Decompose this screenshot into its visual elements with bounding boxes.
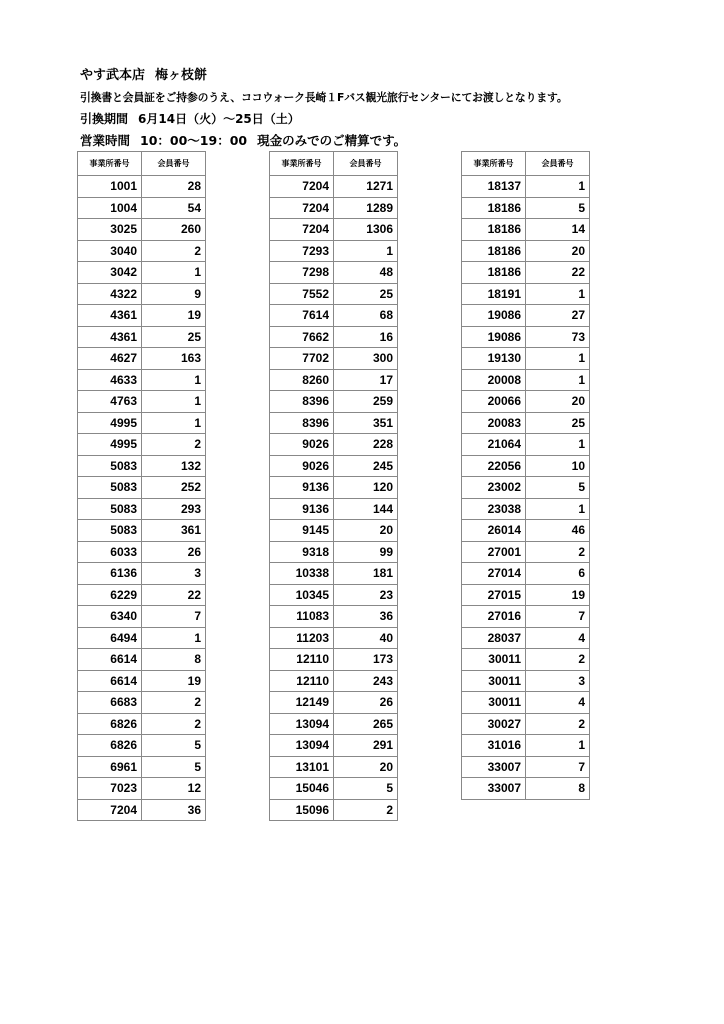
table-row	[462, 735, 590, 757]
office-no-cell: 6229	[78, 584, 142, 606]
member-no-cell: 1	[526, 434, 590, 456]
office-no-cell: 10338	[270, 563, 334, 585]
office-no-cell: 18191	[462, 283, 526, 305]
office-no-cell: 4361	[78, 326, 142, 348]
member-no-cell: 36	[334, 606, 398, 628]
member-no-cell: 260	[142, 219, 206, 241]
table-row	[270, 563, 398, 585]
office-no-cell: 7204	[270, 176, 334, 198]
member-no-cell: 5	[526, 197, 590, 219]
member-no-cell: 8	[142, 649, 206, 671]
member-no-cell: 19	[142, 670, 206, 692]
member-no-cell: 144	[334, 498, 398, 520]
table-row	[78, 262, 206, 284]
table-row	[462, 369, 590, 391]
member-no-cell: 27	[526, 305, 590, 327]
member-no-cell: 19	[142, 305, 206, 327]
table-row	[462, 391, 590, 413]
member-no-cell: 1	[142, 391, 206, 413]
office-no-cell: 6961	[78, 756, 142, 778]
office-no-cell: 6136	[78, 563, 142, 585]
office-no-cell: 13101	[270, 756, 334, 778]
table-row	[270, 778, 398, 800]
member-no-cell: 9	[142, 283, 206, 305]
table-row	[462, 477, 590, 499]
office-no-cell: 7204	[270, 197, 334, 219]
table-row	[270, 369, 398, 391]
office-no-cell: 26014	[462, 520, 526, 542]
table-row	[270, 240, 398, 262]
member-no-cell: 73	[526, 326, 590, 348]
member-no-cell: 5	[526, 477, 590, 499]
member-no-cell: 1289	[334, 197, 398, 219]
office-no-cell: 7614	[270, 305, 334, 327]
table-row	[462, 627, 590, 649]
member-no-cell: 1	[526, 283, 590, 305]
office-no-cell: 20083	[462, 412, 526, 434]
member-no-cell: 173	[334, 649, 398, 671]
table-row	[78, 799, 206, 821]
office-no-cell: 7552	[270, 283, 334, 305]
member-no-cell: 25	[142, 326, 206, 348]
table-row	[270, 326, 398, 348]
store-line	[80, 66, 568, 88]
office-no-cell: 5083	[78, 498, 142, 520]
office-no-cell: 13094	[270, 713, 334, 735]
member-no-cell: 2	[334, 799, 398, 821]
table-row	[270, 649, 398, 671]
table-row	[462, 412, 590, 434]
table-row	[462, 197, 590, 219]
table-row	[78, 541, 206, 563]
office-no-cell: 4633	[78, 369, 142, 391]
office-no-cell: 11083	[270, 606, 334, 628]
table-row	[462, 670, 590, 692]
office-no-cell: 7293	[270, 240, 334, 262]
office-no-cell: 27001	[462, 541, 526, 563]
office-no-cell: 15096	[270, 799, 334, 821]
member-no-cell: 259	[334, 391, 398, 413]
table-row	[78, 627, 206, 649]
period-label: 引換期間	[80, 112, 129, 126]
member-no-cell: 20	[334, 756, 398, 778]
member-no-cell: 163	[142, 348, 206, 370]
member-no-cell: 293	[142, 498, 206, 520]
member-no-cell: 28	[142, 176, 206, 198]
member-no-cell: 132	[142, 455, 206, 477]
table-row	[270, 477, 398, 499]
table-row	[78, 219, 206, 241]
office-no-cell: 7204	[78, 799, 142, 821]
member-no-cell: 16	[334, 326, 398, 348]
table-row	[270, 520, 398, 542]
table-row	[78, 778, 206, 800]
table-row	[78, 670, 206, 692]
table-row	[78, 176, 206, 198]
table-row	[78, 369, 206, 391]
member-no-cell: 26	[142, 541, 206, 563]
member-no-cell: 1	[526, 348, 590, 370]
member-no-cell: 2	[526, 649, 590, 671]
member-no-cell: 7	[142, 606, 206, 628]
member-no-cell: 361	[142, 520, 206, 542]
member-no-cell: 5	[334, 778, 398, 800]
table-row	[270, 692, 398, 714]
table-row	[78, 649, 206, 671]
office-no-cell: 4627	[78, 348, 142, 370]
office-no-cell: 7662	[270, 326, 334, 348]
table-row	[462, 541, 590, 563]
table-row	[270, 305, 398, 327]
member-no-cell: 7	[526, 606, 590, 628]
member-no-cell: 1	[526, 498, 590, 520]
office-no-cell: 23038	[462, 498, 526, 520]
hours-value: 10：00～19：00	[140, 132, 248, 148]
member-no-cell: 7	[526, 756, 590, 778]
table-row	[270, 584, 398, 606]
table-row	[270, 197, 398, 219]
period-value: 6月14日（火）～25日（土）	[138, 112, 300, 126]
office-no-cell: 8396	[270, 391, 334, 413]
member-no-cell: 245	[334, 455, 398, 477]
office-no-cell: 18186	[462, 240, 526, 262]
table-row	[270, 627, 398, 649]
table-row	[78, 412, 206, 434]
table-row	[270, 756, 398, 778]
product-name: 梅ヶ枝餅	[155, 68, 208, 83]
member-no-cell: 2	[526, 713, 590, 735]
member-no-cell: 4	[526, 692, 590, 714]
member-no-cell: 1271	[334, 176, 398, 198]
office-no-cell: 19086	[462, 305, 526, 327]
office-no-cell: 4361	[78, 305, 142, 327]
table-row	[78, 498, 206, 520]
member-no-cell: 351	[334, 412, 398, 434]
table-row	[270, 348, 398, 370]
member-no-cell: 22	[142, 584, 206, 606]
table-row	[78, 197, 206, 219]
member-no-cell: 243	[334, 670, 398, 692]
table-row	[78, 735, 206, 757]
member-no-cell: 14	[526, 219, 590, 241]
office-no-cell: 3025	[78, 219, 142, 241]
table-row	[462, 176, 590, 198]
office-no-cell: 30011	[462, 670, 526, 692]
office-no-cell: 7298	[270, 262, 334, 284]
office-no-cell: 5083	[78, 455, 142, 477]
office-no-header: 事業所番号	[462, 152, 526, 176]
member-table-2	[269, 151, 398, 821]
table-row	[270, 606, 398, 628]
member-no-cell: 300	[334, 348, 398, 370]
member-no-cell: 25	[526, 412, 590, 434]
table-row	[270, 670, 398, 692]
member-no-cell: 1	[142, 262, 206, 284]
office-no-cell: 10345	[270, 584, 334, 606]
table-row	[270, 283, 398, 305]
office-no-cell: 18186	[462, 197, 526, 219]
notice-header	[80, 66, 568, 152]
table-row	[78, 283, 206, 305]
table-row	[462, 305, 590, 327]
member-no-cell: 1	[142, 369, 206, 391]
member-no-cell: 181	[334, 563, 398, 585]
table-row	[462, 262, 590, 284]
table-header-row	[462, 152, 590, 176]
member-no-cell: 2	[142, 240, 206, 262]
table-header-row	[270, 152, 398, 176]
office-no-cell: 13094	[270, 735, 334, 757]
office-no-cell: 6033	[78, 541, 142, 563]
table-row	[270, 498, 398, 520]
table-row	[462, 713, 590, 735]
office-no-cell: 20008	[462, 369, 526, 391]
member-no-cell: 1	[526, 369, 590, 391]
table-row	[462, 520, 590, 542]
member-no-cell: 2	[526, 541, 590, 563]
office-no-cell: 33007	[462, 756, 526, 778]
office-no-cell: 8396	[270, 412, 334, 434]
table-row	[78, 606, 206, 628]
member-no-cell: 68	[334, 305, 398, 327]
table-row	[78, 692, 206, 714]
member-no-cell: 46	[526, 520, 590, 542]
member-no-cell: 1	[526, 735, 590, 757]
member-no-cell: 1	[142, 627, 206, 649]
office-no-cell: 18186	[462, 219, 526, 241]
member-no-cell: 36	[142, 799, 206, 821]
office-no-cell: 19086	[462, 326, 526, 348]
office-no-header: 事業所番号	[270, 152, 334, 176]
member-no-cell: 5	[142, 735, 206, 757]
office-no-cell: 12110	[270, 670, 334, 692]
office-no-cell: 6340	[78, 606, 142, 628]
office-no-cell: 33007	[462, 778, 526, 800]
office-no-cell: 22056	[462, 455, 526, 477]
instruction-line: 引換書と会員証をご持参のうえ、ココウォーク長崎１Fバス観光旅行センターにてお渡しとなります。	[80, 90, 568, 104]
member-no-header: 会員番号	[334, 152, 398, 176]
member-no-cell: 26	[334, 692, 398, 714]
office-no-cell: 30011	[462, 649, 526, 671]
office-no-cell: 3040	[78, 240, 142, 262]
office-no-cell: 6614	[78, 670, 142, 692]
table-row	[462, 563, 590, 585]
member-no-cell: 48	[334, 262, 398, 284]
member-no-cell: 19	[526, 584, 590, 606]
office-no-cell: 12149	[270, 692, 334, 714]
table-row	[462, 240, 590, 262]
office-no-cell: 7204	[270, 219, 334, 241]
member-no-cell: 3	[142, 563, 206, 585]
table-row	[462, 326, 590, 348]
store-name: やす武本店	[80, 68, 146, 83]
table-row	[78, 240, 206, 262]
office-no-cell: 9136	[270, 498, 334, 520]
member-no-cell: 1	[142, 412, 206, 434]
table-row	[78, 348, 206, 370]
office-no-cell: 21064	[462, 434, 526, 456]
table-row	[270, 541, 398, 563]
member-no-cell: 10	[526, 455, 590, 477]
office-no-cell: 7702	[270, 348, 334, 370]
table-row	[462, 498, 590, 520]
exchange-period-line	[80, 109, 568, 131]
member-no-cell: 23	[334, 584, 398, 606]
office-no-cell: 7023	[78, 778, 142, 800]
office-no-cell: 15046	[270, 778, 334, 800]
member-no-cell: 20	[526, 240, 590, 262]
table-row	[462, 348, 590, 370]
office-no-cell: 6614	[78, 649, 142, 671]
table-row	[270, 735, 398, 757]
table-row	[78, 756, 206, 778]
member-no-cell: 3	[526, 670, 590, 692]
table-header-row	[78, 152, 206, 176]
member-no-cell: 17	[334, 369, 398, 391]
office-no-cell: 9026	[270, 455, 334, 477]
member-no-cell: 22	[526, 262, 590, 284]
table-row	[270, 412, 398, 434]
member-no-cell: 4	[526, 627, 590, 649]
table-row	[270, 799, 398, 821]
member-no-cell: 252	[142, 477, 206, 499]
member-no-cell: 1	[334, 240, 398, 262]
table-row	[78, 477, 206, 499]
office-no-cell: 30011	[462, 692, 526, 714]
member-table-1	[77, 151, 206, 821]
office-no-cell: 27016	[462, 606, 526, 628]
office-no-cell: 9136	[270, 477, 334, 499]
payment-note: 現金のみでのご精算です。	[257, 132, 407, 148]
office-no-cell: 4322	[78, 283, 142, 305]
member-no-cell: 265	[334, 713, 398, 735]
office-no-cell: 3042	[78, 262, 142, 284]
table-row	[270, 713, 398, 735]
member-no-cell: 228	[334, 434, 398, 456]
table-row	[270, 219, 398, 241]
office-no-cell: 9026	[270, 434, 334, 456]
member-no-cell: 20	[526, 391, 590, 413]
office-no-cell: 18137	[462, 176, 526, 198]
member-no-cell: 291	[334, 735, 398, 757]
office-no-cell: 6826	[78, 735, 142, 757]
office-no-cell: 12110	[270, 649, 334, 671]
member-no-cell: 25	[334, 283, 398, 305]
table-row	[462, 649, 590, 671]
office-no-header: 事業所番号	[78, 152, 142, 176]
member-no-header: 会員番号	[142, 152, 206, 176]
office-no-cell: 4995	[78, 412, 142, 434]
table-row	[78, 455, 206, 477]
member-no-cell: 2	[142, 713, 206, 735]
member-no-cell: 99	[334, 541, 398, 563]
office-no-cell: 9145	[270, 520, 334, 542]
table-row	[462, 778, 590, 800]
member-no-cell: 8	[526, 778, 590, 800]
office-no-cell: 5083	[78, 477, 142, 499]
table-row	[270, 455, 398, 477]
table-row	[462, 584, 590, 606]
office-no-cell: 30027	[462, 713, 526, 735]
office-no-cell: 5083	[78, 520, 142, 542]
office-no-cell: 27015	[462, 584, 526, 606]
table-row	[78, 584, 206, 606]
table-row	[462, 283, 590, 305]
table-row	[462, 692, 590, 714]
table-row	[462, 756, 590, 778]
member-no-header: 会員番号	[526, 152, 590, 176]
office-no-cell: 31016	[462, 735, 526, 757]
table-row	[462, 434, 590, 456]
office-no-cell: 8260	[270, 369, 334, 391]
table-row	[78, 713, 206, 735]
table-row	[78, 326, 206, 348]
office-no-cell: 11203	[270, 627, 334, 649]
table-row	[270, 262, 398, 284]
office-no-cell: 6683	[78, 692, 142, 714]
member-no-cell: 12	[142, 778, 206, 800]
member-table-3	[461, 151, 590, 800]
office-no-cell: 1004	[78, 197, 142, 219]
member-no-cell: 120	[334, 477, 398, 499]
member-no-cell: 40	[334, 627, 398, 649]
table-row	[78, 520, 206, 542]
table-row	[78, 563, 206, 585]
table-row	[270, 434, 398, 456]
member-no-cell: 2	[142, 692, 206, 714]
office-no-cell: 6826	[78, 713, 142, 735]
table-row	[270, 391, 398, 413]
office-no-cell: 4763	[78, 391, 142, 413]
office-no-cell: 6494	[78, 627, 142, 649]
table-row	[78, 391, 206, 413]
table-row	[270, 176, 398, 198]
table-row	[462, 455, 590, 477]
table-row	[462, 219, 590, 241]
office-no-cell: 1001	[78, 176, 142, 198]
member-no-cell: 1	[526, 176, 590, 198]
office-no-cell: 27014	[462, 563, 526, 585]
member-no-cell: 54	[142, 197, 206, 219]
office-no-cell: 4995	[78, 434, 142, 456]
business-hours-line	[80, 131, 568, 153]
office-no-cell: 28037	[462, 627, 526, 649]
hours-label: 営業時間	[80, 132, 131, 148]
member-no-cell: 5	[142, 756, 206, 778]
member-no-cell: 6	[526, 563, 590, 585]
office-no-cell: 20066	[462, 391, 526, 413]
office-no-cell: 18186	[462, 262, 526, 284]
member-no-cell: 2	[142, 434, 206, 456]
office-no-cell: 9318	[270, 541, 334, 563]
table-row	[78, 305, 206, 327]
office-no-cell: 23002	[462, 477, 526, 499]
member-no-cell: 20	[334, 520, 398, 542]
table-row	[78, 434, 206, 456]
table-row	[462, 606, 590, 628]
office-no-cell: 19130	[462, 348, 526, 370]
member-no-cell: 1306	[334, 219, 398, 241]
